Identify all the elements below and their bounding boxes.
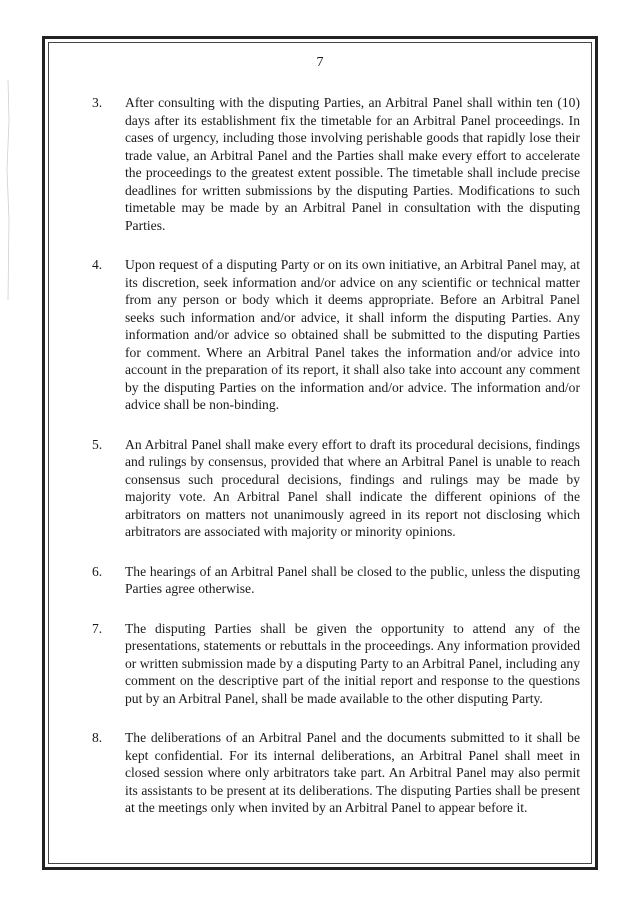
document-body bbox=[92, 94, 580, 839]
paragraph-text: Upon request of a disputing Party or on its own initiative, an Arbitral Panel may, at its discretion, seek information and/or advice on any scientific or technical matter from any person or body which it deems appropriate. Before an Arbitral Panel seeks such information and/or advice, it shall inform the disputing Parties. Any information and/or advice so obtained shall be submitted to the disputing Parties for comment. Where an Arbitral Panel takes the information and/or advice into account in the preparation of its report, it shall also take into account any comment by the disputing Parties on the information and/or advice. The information and/or advice shall be non-binding. bbox=[125, 257, 580, 412]
paragraph-number: 8. bbox=[92, 730, 103, 745]
margin-mark bbox=[3, 80, 13, 300]
paragraph-5 bbox=[92, 436, 580, 541]
paragraph-8 bbox=[92, 729, 580, 817]
paragraph-6 bbox=[92, 563, 580, 598]
page-number: 7 bbox=[316, 55, 324, 70]
paragraph-text: The disputing Parties shall be given the opportunity to attend any of the presentations, statements or rebuttals in the proceedings. Any information provided or written submission made by a disputing Party to an Arbitral Panel, including any comment on the descriptive part of the initial report and response to the questions put by an Arbitral Panel, shall be made available to the other disputing Party. bbox=[125, 620, 580, 706]
paragraph-number: 4. bbox=[92, 257, 103, 272]
paragraph-text: After consulting with the disputing Parties, an Arbitral Panel shall within ten (10) days after its establishment fix the timetable for an Arbitral Panel proceedings. In cases of urgency, including those involving perishable goods that rapidly lose their trade value, an Arbitral Panel and the Parties shall make every effort to accelerate the proceedings to the greatest extent possible. The timetable shall include precise deadlines for written submissions by the disputing Parties. Modifications to such timetable may be made by an Arbitral Panel in consultation with the disputing Parties. bbox=[125, 95, 580, 233]
paragraph-text: The hearings of an Arbitral Panel shall be closed to the public, unless the disputing Parties agree otherwise. bbox=[125, 563, 580, 596]
paragraph-number: 5. bbox=[92, 436, 103, 452]
paragraph-number: 7. bbox=[92, 620, 103, 636]
paragraph-4 bbox=[92, 256, 580, 414]
paragraph-text: The deliberations of an Arbitral Panel and the documents submitted to it shall be kept confidential. For its internal deliberations, an Arbitral Panel shall meet in closed session where only arbitrators take part. An Arbitral Panel may also permit its assistants to be present at its deliberations. The disputing Parties shall be present at the meetings only when invited by an Arbitral Panel to appear before it. bbox=[125, 730, 580, 815]
paragraph-7 bbox=[92, 620, 580, 708]
paragraph-text: An Arbitral Panel shall make every effort to draft its procedural decisions, findings and rulings by consensus, provided that where an Arbitral Panel is unable to reach consensus such procedural decisions, findings and rulings may be made by majority vote. An Arbitral Panel shall indicate the different opinions of the arbitrators on matters not unanimously agreed in its report not disclosing which arbitrators are associated with majority or minority opinions. bbox=[125, 436, 580, 539]
paragraph-number: 3. bbox=[92, 95, 103, 110]
paragraph-number: 6. bbox=[92, 563, 103, 579]
paragraph-3 bbox=[92, 94, 580, 234]
